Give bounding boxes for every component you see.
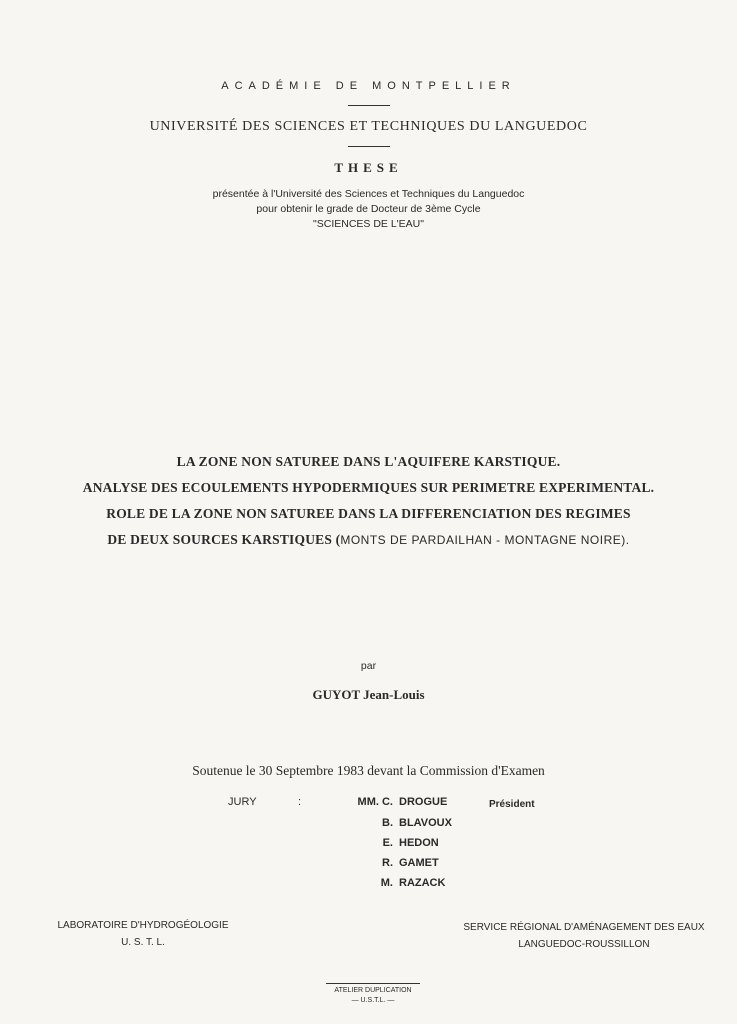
jury-member-name: HEDON <box>399 837 439 849</box>
thesis-title-bold: DE DEUX SOURCES KARSTIQUES ( <box>107 532 341 547</box>
jury-member-name: GAMET <box>399 857 439 869</box>
laboratory-block <box>50 917 236 951</box>
presentation-line: présentée à l'Université des Sciences et Techniques du Languedoc <box>212 188 525 200</box>
atelier-institution: — U.S.T.L. — <box>351 997 395 1004</box>
divider <box>348 105 390 106</box>
jury-member <box>300 877 480 889</box>
laboratory-name: LABORATOIRE D'HYDROGÉOLOGIE <box>57 920 229 931</box>
defense-statement: Soutenue le 30 Septembre 1983 devant la Commission d'Examen <box>192 763 545 778</box>
president-label: Président <box>489 799 535 810</box>
jury-member <box>300 857 480 869</box>
jury-colon: : <box>298 796 302 808</box>
academie-heading: ACADÉMIE DE MONTPELLIER <box>221 80 516 92</box>
par-label: par <box>360 660 377 672</box>
jury-member-name: RAZACK <box>399 877 446 889</box>
thesis-title-region: MONTS DE PARDAILHAN - MONTAGNE NOIRE). <box>340 533 630 547</box>
jury-member-initial: M. <box>380 877 393 889</box>
presentation-line: "SCIENCES DE L'EAU" <box>313 218 424 230</box>
jury-member-initial: MM. C. <box>357 796 393 808</box>
jury-member-initial: E. <box>382 837 393 849</box>
these-heading: THESE <box>334 160 403 175</box>
divider <box>326 983 420 984</box>
atelier-name: ATELIER DUPLICATION <box>334 987 412 994</box>
jury-member <box>300 837 480 849</box>
thesis-title-line <box>0 532 737 548</box>
divider <box>348 146 390 147</box>
atelier-stamp <box>318 986 428 1006</box>
jury-member-name: BLAVOUX <box>399 817 452 829</box>
author-name: GUYOT Jean-Louis <box>312 687 425 702</box>
thesis-title-line: ROLE DE LA ZONE NON SATUREE DANS LA DIFFERENCIATION DES REGIMES <box>106 506 631 521</box>
thesis-title-line: LA ZONE NON SATUREE DANS L'AQUIFERE KARSTIQUE. <box>176 454 561 469</box>
university-heading: UNIVERSITÉ DES SCIENCES ET TECHNIQUES DU LANGUEDOC <box>149 119 588 134</box>
jury-member <box>300 817 480 829</box>
service-name: SERVICE RÉGIONAL D'AMÉNAGEMENT DES EAUX <box>463 922 705 933</box>
jury-member-initial: B. <box>382 817 393 829</box>
presentation-line: pour obtenir le grade de Docteur de 3ème Cycle <box>256 203 481 215</box>
jury-member-name: DROGUE <box>399 796 448 808</box>
thesis-title-line: ANALYSE DES ECOULEMENTS HYPODERMIQUES SUR PERIMETRE EXPERIMENTAL. <box>82 480 655 495</box>
service-region: LANGUEDOC-ROUSSILLON <box>518 939 650 950</box>
jury-member-initial: R. <box>382 857 393 869</box>
laboratory-institution: U. S. T. L. <box>121 937 165 948</box>
jury-member <box>300 796 480 808</box>
jury-label: JURY <box>228 796 257 808</box>
service-block <box>450 919 718 953</box>
